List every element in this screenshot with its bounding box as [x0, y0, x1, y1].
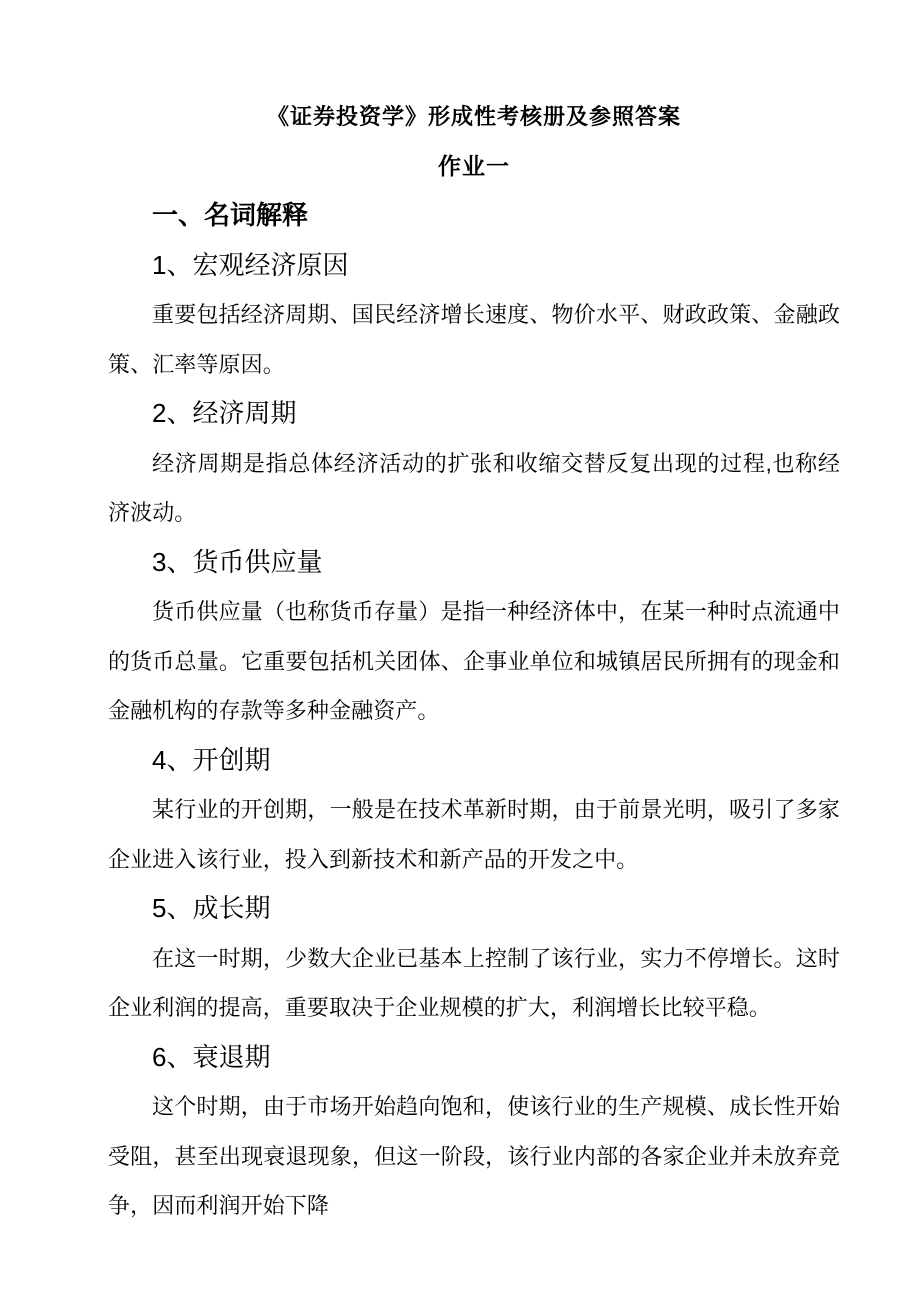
definition-paragraph: 某行业的开创期，一般是在技术革新时期，由于前景光明，吸引了多家企业进入该行业，投入到新技术和新产品的开发之中。 [108, 797, 840, 872]
term-heading: 1、宏观经济原因 [152, 249, 349, 280]
term-heading: 4、开创期 [152, 744, 271, 775]
term-heading: 2、经济周期 [152, 398, 297, 428]
definition-paragraph: 在这一时期，少数大企业已基本上控制了该行业，实力不停增长。这时企业利润的提高，重要取决于企业规模的扩大，利润增长比较平稳。 [108, 945, 840, 1020]
definition-paragraph: 重要包括经济周期、国民经济增长速度、物价水平、财政政策、金融政策、汇率等原因。 [108, 302, 840, 377]
term-heading: 3、货币供应量 [152, 546, 323, 577]
definition-paragraph: 经济周期是指总体经济活动的扩张和收缩交替反复出现的过程,也称经济波动。 [108, 450, 840, 525]
term-heading: 6、衰退期 [152, 1041, 271, 1072]
definition-paragraph: 货币供应量（也称货币存量）是指一种经济体中，在某一种时点流通中的货币总量。它重要包括机关团体、企事业单位和城镇居民所拥有的现金和金融机构的存款等多种金融资产。 [108, 599, 840, 723]
document-title: 《证券投资学》形成性考核册及参照答案 [266, 104, 681, 129]
document-subtitle: 作业一 [438, 152, 510, 179]
section-heading-terms: 一、名词解释 [152, 200, 309, 230]
term-heading: 5、成长期 [152, 893, 271, 923]
definition-paragraph: 这个时期，由于市场开始趋向饱和，使该行业的生产规模、成长性开始受阻，甚至出现衰退现象，但这一阶段，该行业内部的各家企业并未放弃竞争，因而利润开始下降 [108, 1094, 840, 1218]
